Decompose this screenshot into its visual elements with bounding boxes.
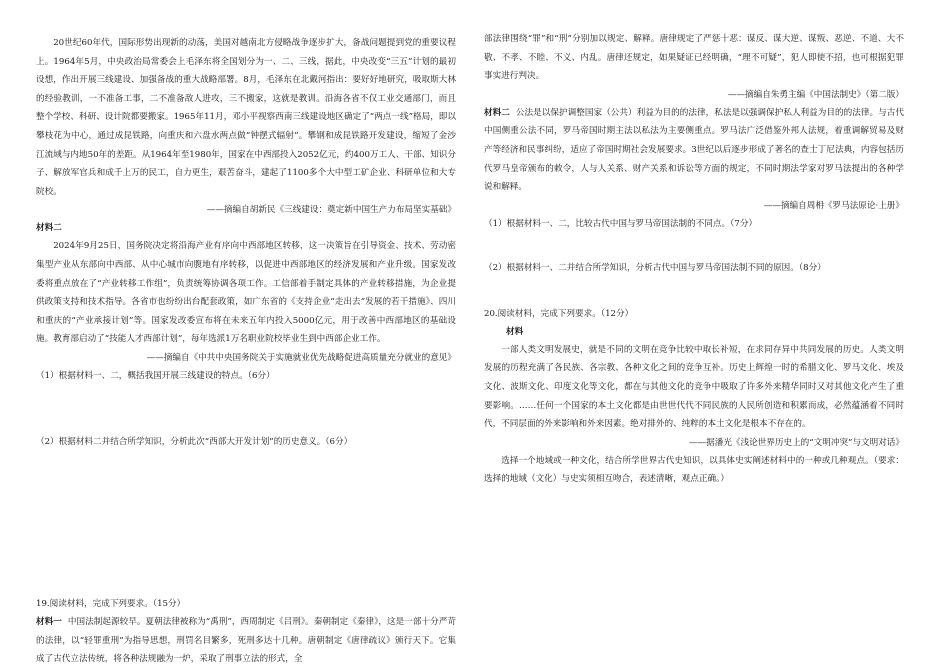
q19-material-1-source: ——摘编自朱勇主编《中国法制史》（第二版） (727, 89, 904, 100)
q19-material-1 (36, 613, 456, 669)
q20-material-label: 材料 (506, 326, 524, 337)
answer-space-19-1 (484, 233, 904, 259)
q20-material-source: ——据潘光《浅论世界历史上的“文明冲突”与文明对话》 (688, 437, 904, 448)
material-2-source: ——摘编自《中共中央国务院关于实施就业优先战略促进高质量充分就业的意见》 (146, 352, 456, 363)
question-18-1: （1）根据材料一、二，概括我国开展三线建设的特点。（6分） (36, 370, 275, 381)
q19-material-2-source: ——摘编自周枏《罗马法原论·上册》 (763, 200, 904, 211)
question-19-1: （1）根据材料一、二，比较古代中国与罗马帝国法制的不同点。（7分） (484, 218, 758, 229)
question-19-heading: 19.阅读材料，完成下列要求。（15分） (36, 598, 186, 609)
right-column (484, 30, 904, 489)
q19-material-1-text: 中国法制起源较早。夏朝法律被称为“禹刑”，西周制定《吕刑》。秦朝制定《秦律》，这是一部十分严苛的法律，以“轻罪重刑”为指导思想，刑罚名目繁多，死刑多达十几种。唐朝制定《唐律疏议》颁行天下。它集成了古代立法传统，将各种法规融为一炉，采取了刑事立法的形式，全 (36, 616, 456, 665)
material-2-label: 材料二 (36, 223, 62, 234)
answer-space-18-1 (36, 385, 456, 433)
question-20-heading: 20.阅读材料，完成下列要求。（12分） (484, 308, 634, 319)
question-19-2: （2）根据材料一、二并结合所学知识，分析古代中国与罗马帝国法制不同的原因。（8分） (484, 262, 826, 273)
q20-material-text: 一部人类文明发展史，就是不同的文明在竞争比较中取长补短，在求同存异中共同发展的历史。人类文明发展的历程充满了各民族、各宗教、各种文化之间的竞争互补。历史上辉煌一时的希腊文化、罗马文化、埃及文化、波斯文化、印度文化等文化，都在与其他文化的竞争中吸取了许多外来精华同时又对其他文化产生了重要影响。……任何一个国家的本土文化都是由世世代代不同民族的人民所创造和积累而成，必然蕴涵着不同时代，不同层面的外来影响和外来因素。绝对排外的、纯粹的本土文化是根本不存在的。 (484, 344, 904, 430)
question-18-2: （2）根据材料二并结合所学知识，分析此次“西部大开发计划”的历史意义。（6分） (36, 436, 353, 447)
material-1-source: ——摘编自胡新民《三线建设：奠定新中国生产力布局坚实基础》 (206, 205, 456, 216)
answer-space-19-2 (484, 277, 904, 305)
q19-material-2-text: 公法是以保护调整国家（公共）利益为目的的法律，私法是以强调保护私人利益为目的的法律。与古代中国侧重公法不同，罗马帝国时期主法以私法为主要侧重点。罗马法广泛借鉴外邦人法规，着重调解贸易及财产等经济和民事纠纷，适应了帝国时期社会发展要求。3世纪以后逐步形成了著名的查士丁尼法典，内容包括历代罗马皇帝颁布的敕令，人与人关系、财产关系和诉讼等方面的规定，不同时期法学家对罗马法提出的各种学说和解释。 (484, 107, 904, 193)
material-2-text: 2024年9月25日，国务院决定将沿海产业有序向中西部地区转移，这一决策旨在引导资金、技术、劳动密集型产业从东部向中西部、从中心城市向腹地有序转移，以促进中西部地区的经济发展和产业升级。国家发改委将重点放在了“产业转移工作组”，负责统筹协调各项工作。工信部着手制定具体的产业转移措施，为企业提供政策支持和技术指导。各省市也纷纷出台配套政策，如广东省的《支持企业“走出去”发展的若干措施》、四川和重庆的“产业承接计划”等。国家发改委宣布将在未来五年内投入5000亿元，用于改善中西部地区的基础设施。教育部启动了“技能人才西部计划”，每年选派1万名职业院校毕业生到中西部企业工作。 (36, 241, 456, 345)
left-column (36, 34, 456, 669)
answer-space-18-2 (36, 451, 456, 595)
q19-material-1-continued: 部法律围绕“罪”和“刑”分别加以规定、解释。唐律规定了严惩十恶：谋反、谋大逆、谋叛、恶逆、不道、大不敬、不孝、不睦、不义、内乱。唐律还规定，如果疑证已经明确，“理不可疑”，犯人即使不招，也可根据犯罪事实进行判决。 (484, 34, 904, 82)
q20-requirement: 选择一个地域或一种文化，结合所学世界古代史知识，以具体史实阐述材料中的一种或几种观点。（要求：选择的地域（文化）与史实须相互吻合，表述清晰，观点正确。） (484, 455, 904, 485)
material-1-text: 20世纪60年代，国际形势出现新的动荡，美国对越南北方侵略战争逐步扩大，备战问题提到党的重要议程上。1964年5月，中央政治局常委会上毛泽东将全国划分为一、二、三线，据此，中央改变“三五”计划的最初设想，作出开展三线建设、加强备战的重大战略部署。8月，毛泽东在北戴河指出：要好好地研究，吸取斯大林的经验教训，一不准备工事，二不准备敌人进攻，三不搬家，这就是教训。沿海各省不仅工业交通部门，而且整个学校、科研、设计院都要搬家。1965年11月，邓小平视察西南三线建设地区确定了“两点一线”格局，即以攀枝花为中心，通过成昆铁路，向重庆和六盘水两点做“钟摆式辐射”。攀钢和成昆铁路开发建设，缩短了金沙江流域与内地50年的差距。从1964年至1980年，国家在中西部投入2052亿元，约400万工人、干部、知识分子、解放军官兵和成千上万的民工，自力更生，艰苦奋斗，建起了1100多个大中型工矿企业、科研单位和大专院校。 (36, 38, 456, 197)
q19-material-2-label: 材料二 (484, 107, 510, 118)
q19-material-2 (484, 104, 904, 197)
q19-material-1-label: 材料一 (36, 616, 62, 627)
